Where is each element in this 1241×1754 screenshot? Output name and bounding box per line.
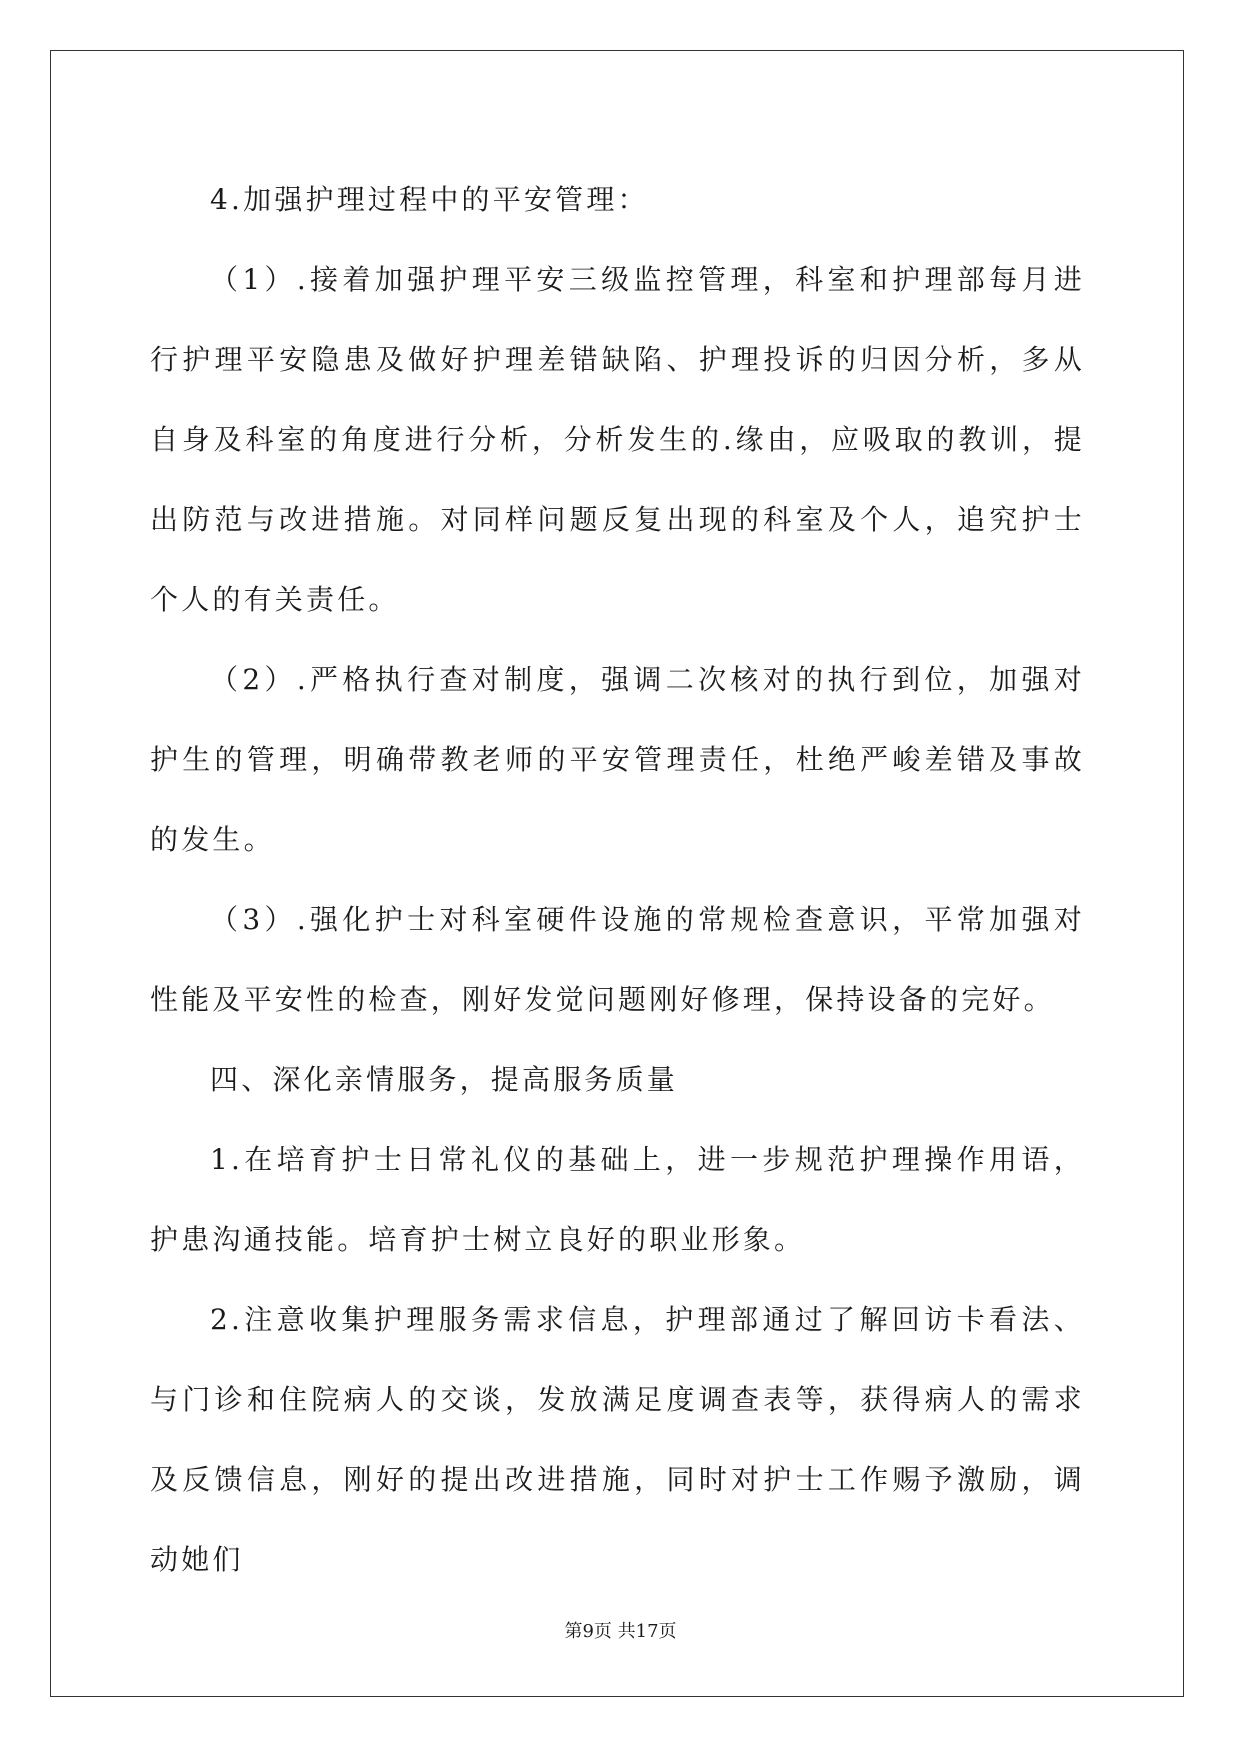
section-heading-four: 四、深化亲情服务，提高服务质量 — [210, 1063, 679, 1096]
paragraph-section-4-heading: 4.加强护理过程中的平安管理： — [210, 183, 649, 216]
page-footer: 第9页 共17页 — [564, 1621, 677, 1642]
paragraph-point-1: 1.在培育护士日常礼仪的基础上，进一步规范护理操作用语，护患沟通技能。培育护士树立良好的职业形象。 — [150, 1143, 1085, 1256]
paragraph-point-2: 2.注意收集护理服务需求信息，护理部通过了解回访卡看法、与门诊和住院病人的交谈，发放满足度调查表等，获得病人的需求及反馈信息，刚好的提出改进措施，同时对护士工作赐予激励，调动她们 — [150, 1303, 1085, 1576]
paragraph-item-2: （2）.严格执行查对制度，强调二次核对的执行到位，加强对护生的管理，明确带教老师的平安管理责任，杜绝严峻差错及事故的发生。 — [150, 663, 1085, 856]
paragraph-item-3: （3）.强化护士对科室硬件设施的常规检查意识，平常加强对性能及平安性的检查，刚好发觉问题刚好修理，保持设备的完好。 — [150, 903, 1085, 1016]
paragraph-item-1: （1）.接着加强护理平安三级监控管理，科室和护理部每月进行护理平安隐患及做好护理差错缺陷、护理投诉的归因分析，多从自身及科室的角度进行分析，分析发生的.缘由，应吸取的教训，提出防范与改进措施。对同样问题反复出现的科室及个人，追究护士个人的有关责任。 — [150, 263, 1085, 616]
document-body — [150, 160, 1085, 1600]
